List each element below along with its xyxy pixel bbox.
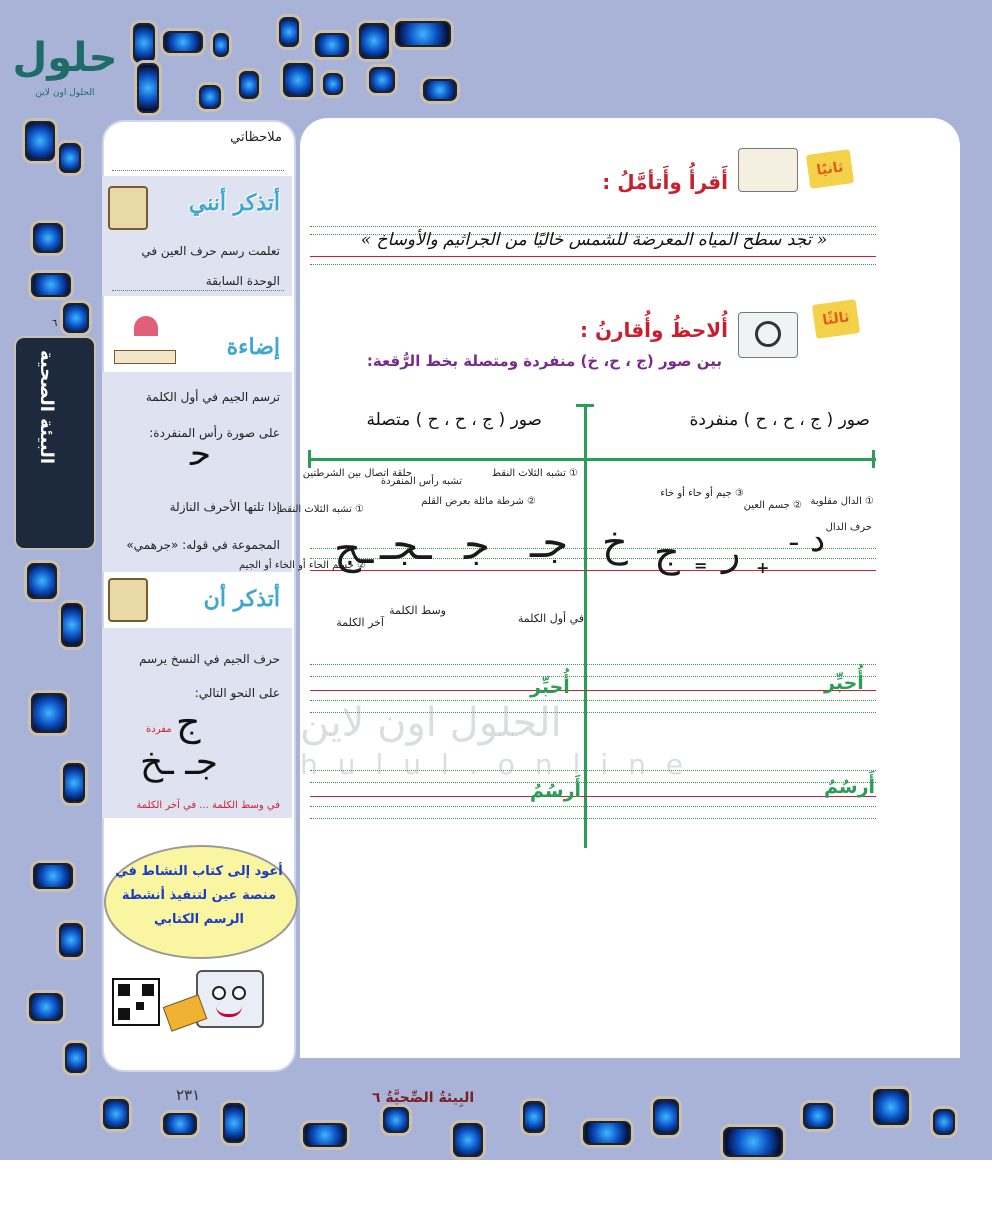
single-glyph: ـ (790, 522, 798, 552)
decor-pill (22, 118, 58, 164)
naskh-single-label: مفردة (146, 724, 172, 735)
note-line (112, 170, 284, 171)
single-glyph: ر (722, 530, 741, 574)
decor-pill (28, 270, 74, 300)
logo-subtext: الحلول اون لاين (35, 88, 95, 98)
decor-pill (134, 60, 162, 116)
section3-title: أُلاحظُ وأُقارنُ : (580, 318, 728, 342)
single-label: ② جسم العين (743, 500, 802, 511)
practice-word: أُحبِّر (824, 672, 864, 694)
book-cup-icon (738, 148, 798, 192)
decor-pill (930, 1106, 958, 1138)
watermark-latin: hulul.online (300, 748, 704, 781)
decor-pill (100, 1096, 132, 1132)
bubble-line: الرسم الكتابي (153, 912, 245, 927)
decor-pill (160, 1110, 200, 1138)
guide-line (310, 806, 876, 808)
lamp-icon (114, 316, 174, 364)
unit-footer: البِيئةُ الصِّحيَّةُ ٦ (372, 1090, 475, 1106)
decor-pill (392, 18, 454, 50)
guide-line (310, 570, 876, 572)
logo (10, 28, 120, 108)
decor-pill (210, 30, 232, 60)
decor-pill (26, 990, 66, 1024)
decor-pill (520, 1098, 548, 1136)
practice-word: أَرسُمُ (530, 780, 582, 802)
guide-line (310, 226, 876, 228)
decor-pill (320, 70, 346, 98)
decor-pill (62, 1040, 90, 1076)
connected-glyph: جـ (530, 518, 569, 567)
section2-sentence: « تجد سطح المياه المعرضة للشمس خاليًا من الجراثيم والأوساخ » (360, 230, 828, 250)
decor-pill (56, 920, 86, 960)
decor-pill (380, 1104, 412, 1136)
guide-line (310, 264, 876, 266)
connected-label: تشبه رأس المنفردة (380, 476, 462, 487)
logo-text: حلول (12, 35, 118, 81)
column-connected-title: صور ( ج ، ح ، ح ) متصلة (366, 410, 542, 430)
note-line (112, 290, 284, 291)
light-line: على صورة رأس المنفردة: (149, 426, 280, 440)
divider-cap (872, 450, 875, 468)
decor-pill (580, 1118, 634, 1148)
single-label: حرف الدال (825, 522, 872, 533)
guide-line (310, 256, 876, 258)
bubble-line: أعود إلى كتاب النشاط في (115, 864, 283, 879)
light-line: إذا تلتها الأحرف النازلة (169, 500, 280, 514)
divider-cap (576, 404, 594, 407)
divider-cap (308, 450, 311, 468)
remember2-line: على النحو التالي: (194, 686, 280, 700)
decor-pill (28, 690, 70, 736)
decor-pill (300, 1120, 350, 1150)
section2-badge: ثانيًا (806, 149, 854, 189)
decor-pill (800, 1100, 836, 1132)
decor-pill (24, 560, 60, 602)
notes-title: ملاحظاتي (230, 130, 282, 145)
bubble-line: منصة عين لتنفيذ أنشطة (121, 888, 277, 903)
guide-line (310, 676, 876, 678)
single-label: ① الدال مقلوبة (810, 496, 874, 507)
remember2-title: أتذكر أن (203, 586, 280, 612)
page-number: ٢٣١ (176, 1086, 201, 1104)
section3-badge: ثالثًا (812, 299, 860, 339)
decor-pill (30, 860, 76, 892)
decor-pill (60, 300, 92, 336)
decor-pill (650, 1096, 682, 1138)
connected-label: حلقة اتصال بين الشرطتين (302, 468, 412, 479)
decor-pill (420, 76, 460, 104)
naskh-forms: جـ ـخ (140, 742, 219, 783)
divider-horizontal (310, 458, 876, 461)
guide-line (310, 796, 876, 798)
remember1-line: تعلمت رسم حرف العين في (141, 244, 280, 258)
guide-line (310, 690, 876, 692)
connected-label: ② جسم الحاء أو الخاء أو الجيم (238, 560, 366, 571)
light-title: إضاءة (226, 334, 280, 360)
remember2-line: حرف الجيم في النسخ يرسم (139, 652, 280, 666)
decor-pill (366, 64, 398, 96)
unit-tab-number: ٦ (52, 318, 58, 329)
naskh-single: ج (176, 700, 201, 744)
position-label: في أول الكلمة (517, 612, 584, 625)
column-single-title: صور ( ج ، ح ، ح ) منفردة (689, 410, 870, 430)
decor-pill (60, 760, 88, 806)
light-letter: ﺣ (190, 434, 212, 474)
naskh-labels: في وسط الكلمة ... في آخر الكلمة (136, 800, 280, 811)
practice-word: أُحبِّر (530, 676, 570, 698)
remember1-line: الوحدة السابقة (205, 274, 280, 288)
single-glyph: د (810, 520, 826, 560)
decor-pill (276, 14, 302, 50)
section2-title: أَقرأُ وأَتأمَّلُ : (602, 170, 728, 194)
decor-pill (30, 220, 66, 256)
unit-tab-label: البيئة الصحية (36, 350, 57, 465)
single-glyph: + (756, 558, 770, 577)
decor-pill (450, 1120, 486, 1160)
connected-label: ① تشبه الثلاث النقط (277, 504, 364, 515)
guide-line (310, 782, 876, 784)
position-label: وسط الكلمة (389, 604, 446, 617)
hourglass-icon (108, 186, 148, 230)
decor-pill (312, 30, 352, 60)
section3-subtitle: بين صور (ج ، ح، خ) منفردة ومتصلة بخط الرُّقعة: (366, 352, 722, 370)
connected-label: ① تشبه الثلاث النقط (491, 468, 578, 479)
main-panel (300, 118, 960, 1058)
light-line: ترسم الجيم في أول الكلمة (145, 390, 280, 404)
remember1-title: أتذكر أنني (188, 190, 280, 216)
single-glyph: = (694, 556, 708, 575)
practice-word: أَرسُمُ (824, 776, 876, 798)
single-glyph: خ (602, 520, 628, 566)
decor-pill (160, 28, 206, 56)
qr-code-icon[interactable] (112, 978, 160, 1026)
decor-pill (870, 1086, 912, 1128)
decor-pill (720, 1124, 786, 1160)
single-label: ③ جيم أو حاء أو خاء (660, 488, 744, 499)
decor-pill (196, 82, 224, 112)
decor-pill (56, 140, 84, 176)
connected-glyph: ـجـ (380, 520, 432, 569)
decor-pill (236, 68, 262, 102)
hourglass-icon (108, 578, 148, 622)
magnifier-book-icon (738, 312, 798, 358)
light-line: المجموعة في قوله: «جرهمي» (126, 538, 280, 552)
decor-pill (280, 60, 316, 100)
decor-pill (356, 20, 392, 62)
connected-label: ② شرطة مائلة بعرض القلم (421, 496, 536, 507)
guide-line (310, 818, 876, 820)
single-glyph: ج (654, 530, 680, 576)
decor-pill (58, 600, 86, 650)
decor-pill (220, 1100, 248, 1146)
connected-glyph: ـج (334, 524, 374, 573)
connected-glyph: ﺟ (464, 520, 490, 569)
computer-character-icon (196, 970, 264, 1028)
position-label: آخر الكلمة (336, 616, 384, 629)
guide-line (310, 664, 876, 666)
watermark-arabic: الحلول اون لاين (300, 700, 562, 746)
